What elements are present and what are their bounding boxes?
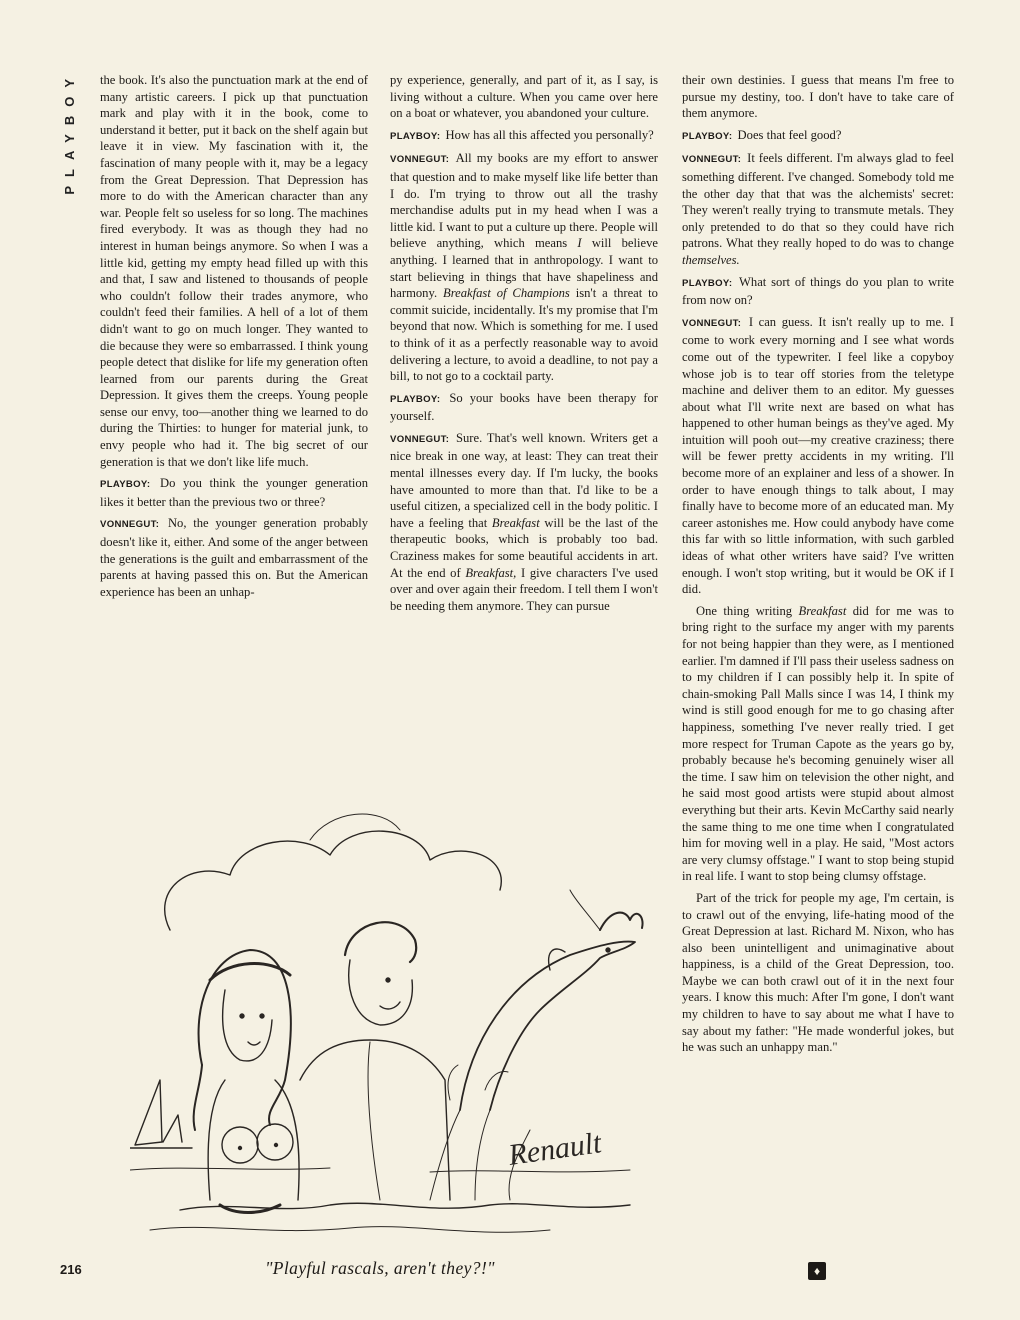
speaker-label: VONNEGUT: [682, 154, 742, 166]
speaker-label: PLAYBOY: [100, 479, 151, 491]
sailboat [130, 1080, 192, 1148]
man-eye [386, 978, 390, 982]
man-mouth [380, 1002, 400, 1009]
girl-eye [260, 1014, 264, 1018]
book-title: Breakfast [798, 603, 847, 618]
artist-signature: Renault [506, 1126, 604, 1172]
paragraph: py experience, generally, and part of it, as I say, is living without a culture. When you came over here on a boat or whatever, you abandoned your culture. [390, 73, 658, 121]
girl-eye [240, 1014, 244, 1018]
page-number: 216 [60, 1262, 82, 1277]
cloud-outline [310, 814, 400, 840]
interview-question: PLAYBOY: So your books have been therapy for yourself. [390, 390, 659, 424]
interview-answer: VONNEGUT: No, the younger generation probably doesn't like it, either. And some of the anger between the generations is the guilt and embarrassment of the parents at having passed this on. But the American experience has been an unhap- [100, 516, 369, 599]
man-body [300, 1040, 450, 1200]
book-title: Breakfast, [465, 565, 517, 580]
bikini-top [600, 913, 643, 930]
speaker-label: PLAYBOY: [682, 130, 733, 142]
speaker-label: PLAYBOY: [390, 130, 441, 142]
dolphin [460, 942, 635, 1110]
book-title: Breakfast of Champions [443, 286, 570, 301]
interview-answer: VONNEGUT: Sure. That's well known. Writers get a nice break in one way, at least: They can treat their mental illnesses every day. If I'm lucky, the books have amounted to more than that. I'd like to be a useful citizen, a specialized cell in the body politic. I have a feeling that Breakfast will be the last of the therapeutic books, which is probably too bad. Craziness makes for some beautiful accidents in art. At the end of Breakfast, I give characters I've used over and over again their freedom. I tell them I won't be needing them anymore. They can pursue [390, 430, 658, 613]
water-line [430, 1170, 630, 1172]
girl-breast [257, 1124, 293, 1160]
cloud-outline [165, 831, 502, 930]
paragraph: One thing writing Breakfast did for me was to bring right to the surface my anger with my parents for not being happier than they were, as I mentioned earlier. I'm damned if I'll pass their useless sadness on to my children if I can possibly help it. In spite of chain-smoking Pall Malls since I was 14, I think my wind is still good enough for me to go chasing after happiness, something I've never really tried. I get more respect for Truman Capote as the years go by, probably because he's becoming genuinely wiser all the time. I saw him on television the other night, and he said most good artists were stupid about almost everything but their arts. Kevin McCarthy said nearly the same thing to me one time when I congratulated him for moving well in a play. He said, "Most actors are very clumsy offstage." I want to stop being stupid in real life. I want to stop being clumsy offstage. [682, 603, 954, 884]
interview-answer: VONNEGUT: I can guess. It isn't really up to me. I come to work every morning and I see what words come out of the typewriter. I feel like a copyboy whose job is to tear off stories from the teletype machine and deliver them to an editor. My guesses about what I'll write next are based on what has happened to other human beings as they've aged. My intuition will pooh out—my creative craziness; there will be fewer pretty accidents in my writing. I'll become more of an explainer and less of a shower. In order to have enough things to talk about, I may finally have to become more of an educated man. My career astonishes me. How could anybody have come this far with so little information, with such garbled ideas of what other writers have said? I've written enough. I won't stop writing, but it would be OK if I did. [682, 314, 954, 597]
bunny-logo-icon: ♦ [808, 1262, 826, 1280]
interview-answer: VONNEGUT: It feels different. I'm always glad to feel something different. I've changed. Somebody told me the other day that that was the alchemists' secret: They weren't really trying to transmute metals. They only pretended to do that so they could have rich patrons. What they really hoped to do was to change themselves. [682, 151, 954, 267]
text-column-2 [390, 72, 658, 752]
speaker-label: VONNEGUT: [100, 519, 160, 531]
speaker-label: PLAYBOY: [390, 393, 441, 405]
interview-question: PLAYBOY: Do you think the younger generation likes it better than the previous two or three? [100, 476, 368, 509]
dolphin-fin [549, 949, 565, 970]
speaker-label: VONNEGUT: [390, 433, 450, 445]
man-body [368, 1042, 380, 1200]
water-ripple [150, 1227, 550, 1233]
girl-mouth [248, 1042, 260, 1045]
girl-hair [194, 1065, 202, 1130]
masthead: PLAYBOY [62, 70, 77, 195]
dolphin-eye [606, 948, 610, 952]
interview-question: PLAYBOY: How has all this affected you personally? [390, 127, 654, 142]
interview-question: PLAYBOY: What sort of things do you plan to write from now on? [682, 274, 954, 308]
text-column-3 [682, 72, 954, 1056]
text-column-1 [100, 72, 368, 600]
girl-breast [222, 1127, 258, 1163]
paragraph: their own destinies. I guess that means I'm free to pursue my destiny, too. I don't have to take care of them anymore. [682, 73, 954, 121]
water-line [130, 1168, 330, 1170]
book-title: Breakfast [491, 515, 540, 530]
paragraph: the book. It's also the punctuation mark at the end of many artistic careers. I pick up that punctuation mark and play with it in the book, come to understand it better, put it back on the shelf again but leave it in view. My fascination with it, the fascination of many people with it, may be a legacy from the Great Depression. That Depression has more to do with the American character than any war. People felt so useless for so long. The machines fired everybody. It was as though they had no interest in human beings anymore. So when I was a little kid, getting my empty head filled up with this and that, I saw and listened to thousands of people who couldn't follow their trades anymore, who couldn't feed their families. A hell of a lot of them didn't want to go on much longer. They wanted to die because they were so embarrassed. I think young people detect that dislike for life my generation often learned from our parents during the Great Depression. It gives them the creeps. Young people sense our envy, too—another thing we learned to do during the Thirties: to hunger for material junk, to envy people who had it. The big secret of our generation is that we don't like life much. [100, 73, 368, 469]
cartoon-illustration [130, 780, 650, 1250]
water-ripple [180, 1203, 630, 1210]
speaker-label: PLAYBOY: [682, 277, 733, 289]
speaker-label: VONNEGUT: [390, 154, 450, 166]
paragraph: Part of the trick for people my age, I'm certain, is to crawl out of the envying, life-hating mood of the Great Depression at last. Richard M. Nixon, who has also been unintelligent and unimaginative about happiness, is a child of the Great Depression, too. Maybe we can both crawl out of it in the next four years. I know this much: After I'm gone, I don't want my children to have to say about me what I have to say about my father: "He made wonderful jokes, but he was such an unhappy man." [682, 890, 954, 1055]
girl-torso [208, 1080, 299, 1200]
speaker-label: VONNEGUT: [682, 317, 742, 329]
man-face [349, 960, 413, 1025]
girl-face [223, 990, 272, 1061]
interview-question: PLAYBOY: Does that feel good? [682, 127, 842, 142]
interview-answer: VONNEGUT: All my books are my effort to answer that question and to make myself like life better than I do. I'm trying to throw out all the trashy merchandise adults put in my head when I was a little kid. I want to put a culture up there. People will believe anything, which means I will believe anything. I learned that in anthropology. I want to start believing in things that have shapeliness and harmony. Breakfast of Champions isn't a threat to commit suicide, incidentally. It's my promise that I'm beyond that now. Which is something for me. I used to think of it as a perfectly reasonable way to avoid delivering a lecture, to avoid a deadline, to not pay a bill, to not go to a cocktail party. [390, 151, 658, 384]
cartoon-caption: "Playful rascals, aren't they?!" [265, 1258, 495, 1278]
man-hair [345, 922, 416, 962]
